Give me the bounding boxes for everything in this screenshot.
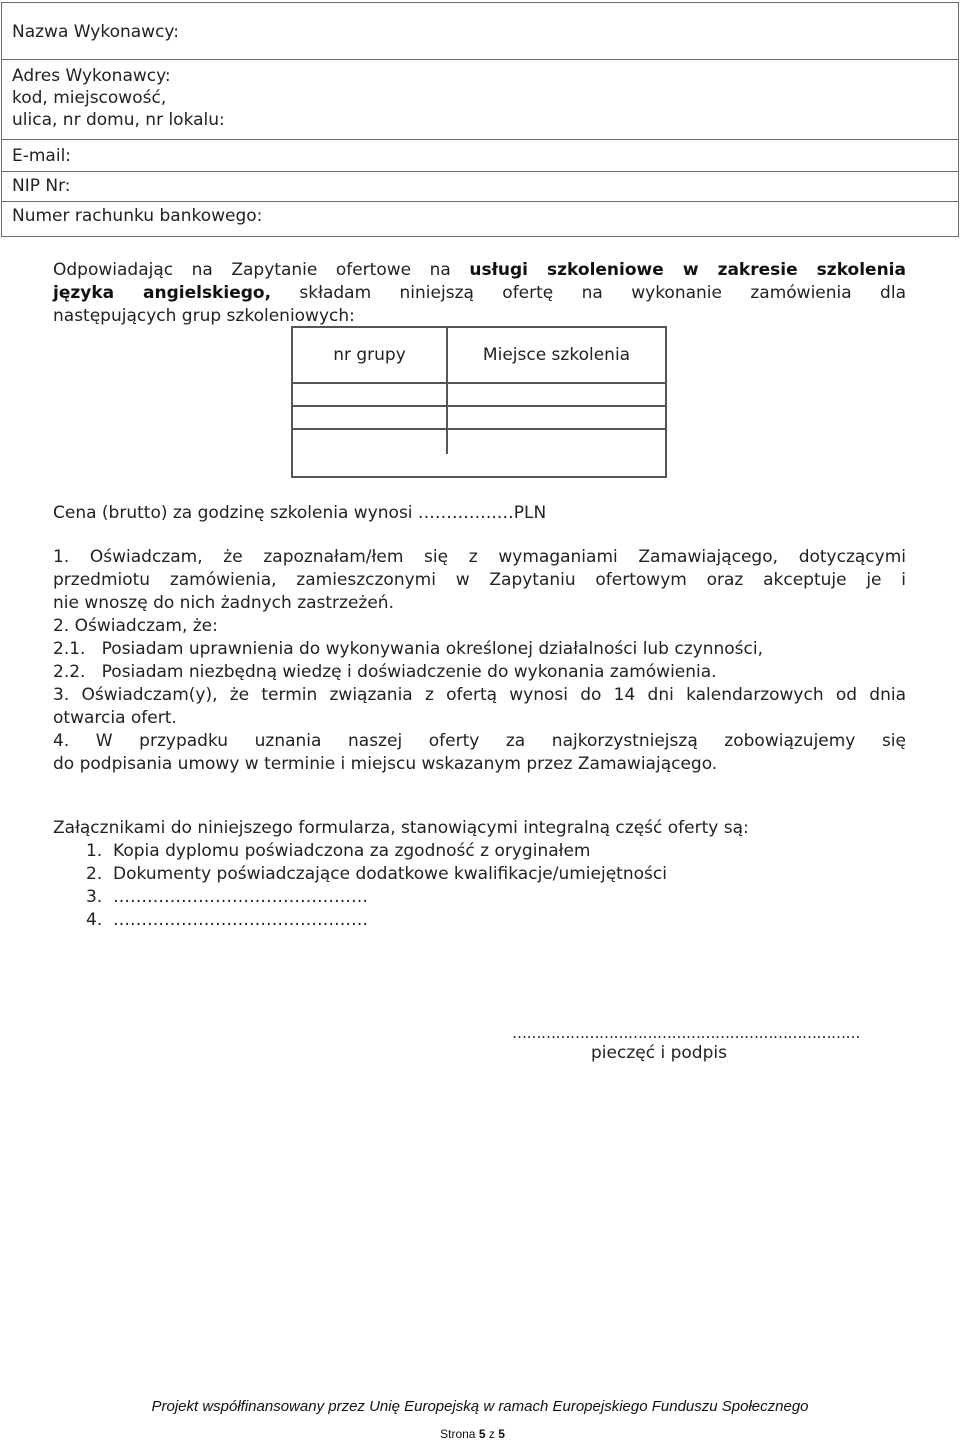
page-total: 5 [498,1427,505,1441]
attachment-item: 3. ……………………………………… [86,887,369,907]
footer-project-note: Projekt współfinansowany przez Unię Europejską w ramach Europejskiego Funduszu Społecznego [151,1398,809,1415]
intro-text-2: składam niniejszą ofertę na wykonanie zamówienia dla [271,283,906,303]
declaration-1-line-3: nie wnoszę do nich żadnych zastrzeżeń. [53,593,394,613]
intro-line-1 [53,259,906,282]
training-location-header: Miejsce szkolenia [482,345,631,365]
contractor-email-row[interactable] [2,140,958,172]
contractor-info-table [1,2,959,237]
group-number-cell[interactable] [293,430,448,454]
contractor-nip-row[interactable] [2,172,958,202]
attachment-item: 1. Kopia dyplomu poświadczona za zgodność z oryginałem [86,841,591,861]
contractor-nip-label: NIP Nr: [12,176,71,196]
contractor-email-label: E-mail: [12,146,72,166]
intro-line-3: następujących grup szkoleniowych: [53,306,355,326]
contractor-address-row[interactable] [2,60,958,140]
page-prefix: Strona [440,1427,479,1441]
group-number-cell[interactable] [293,384,448,405]
declaration-1-line-1: 1. Oświadczam, że zapoznałam/łem się z wymaganiami Zamawiającego, dotyczącymi [53,547,906,567]
contractor-address-line3: ulica, nr domu, nr lokalu: [12,110,225,130]
intro-bold-service: usługi szkoleniowe w zakresie szkolenia [469,260,906,280]
groups-table-header [293,328,665,384]
declaration-1-line-2: przedmiotu zamówienia, zamieszczonymi w Zapytaniu ofertowym oraz akceptuje je i [53,570,906,590]
groups-table-row [293,384,665,407]
training-location-cell[interactable] [448,430,665,454]
group-number-cell[interactable] [293,407,448,428]
declaration-3-line-2: otwarcia ofert. [53,708,177,728]
training-location-cell[interactable] [448,384,665,405]
declaration-2: 2. Oświadczam, że: [53,616,218,636]
declaration-4-line-1: 4. W przypadku uznania naszej oferty za najkorzystniejszą zobowiązujemy się [53,731,906,751]
intro-text-1: Odpowiadając na Zapytanie ofertowe na [53,260,470,280]
declaration-3-line-1: 3. Oświadczam(y), że termin związania z ofertą wynosi do 14 dni kalendarzowych od dnia [53,685,906,705]
intro-bold-language: języka angielskiego, [53,283,272,303]
training-groups-table [291,326,667,478]
contractor-bank-label: Numer rachunku bankowego: [12,206,263,226]
training-location-cell[interactable] [448,407,665,428]
footer-page-number [0,1427,945,1441]
declarations-list [53,546,906,776]
attachments-heading: Załącznikami do niniejszego formularza, stanowiącymi integralną część oferty są: [53,818,749,838]
group-number-header: nr grupy [293,328,448,382]
contractor-address-label: Adres Wykonawcy: [12,66,171,86]
signature-label: pieczęć i podpis [591,1043,727,1063]
offer-intro-paragraph [53,259,906,328]
declaration-2-2: 2.2. Posiadam niezbędną wiedzę i doświadczenie do wykonania zamówienia. [53,662,717,682]
contractor-name-label: Nazwa Wykonawcy: [12,22,179,42]
attachment-item: 4. ……………………………………… [86,910,369,930]
groups-table-row [293,430,665,454]
contractor-address-line2: kod, miejscowość, [12,88,167,108]
attachment-item: 2. Dokumenty poświadczające dodatkowe kwalifikacje/umiejętności [86,864,667,884]
attachments-list [53,817,906,932]
signature-line: ……………………………………………………………… [512,1024,860,1042]
page-current: 5 [478,1427,486,1441]
hourly-price-line: Cena (brutto) za godzinę szkolenia wynosi …………..…PLN [53,503,547,523]
contractor-name-row[interactable] [2,3,958,60]
declaration-2-1: 2.1. Posiadam uprawnienia do wykonywania określonej działalności lub czynności, [53,639,763,659]
declaration-4-line-2: do podpisania umowy w terminie i miejscu wskazanym przez Zamawiającego. [53,754,718,774]
page-separator: z [485,1427,499,1441]
groups-table-row [293,407,665,430]
contractor-bank-row[interactable] [2,202,958,236]
intro-line-2 [53,282,906,305]
